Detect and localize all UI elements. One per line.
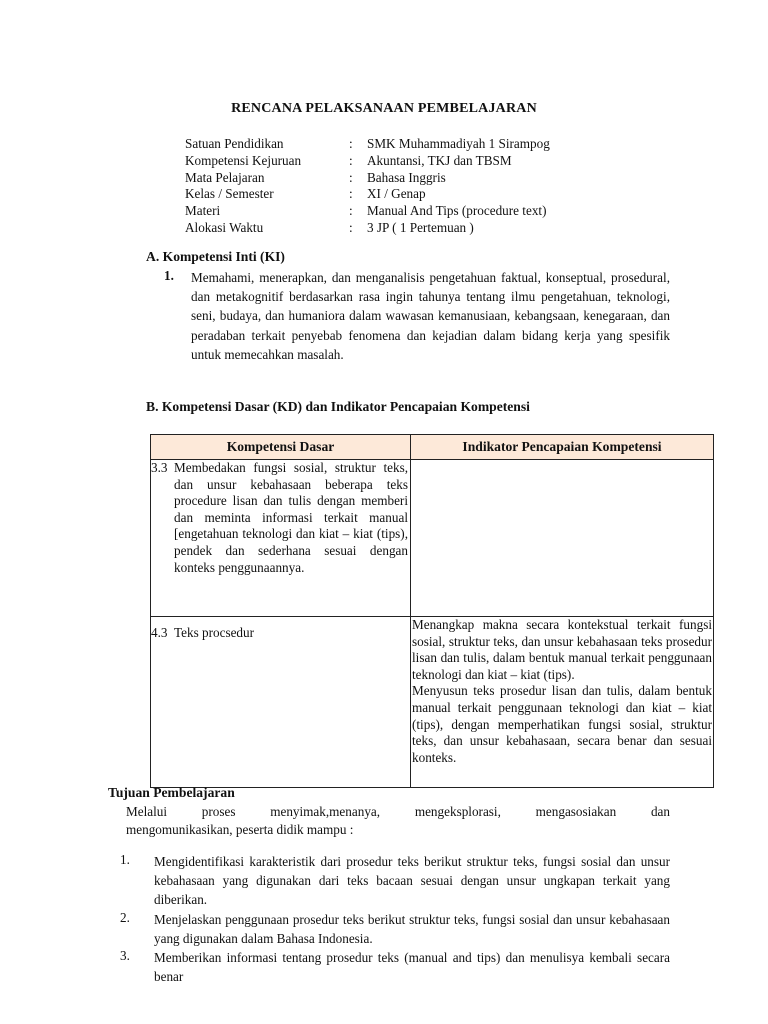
info-colon: : <box>349 136 353 151</box>
info-value: Akuntansi, TKJ dan TBSM <box>367 152 512 168</box>
list-item-number: 2. <box>120 909 130 925</box>
info-value: XI / Genap <box>367 186 426 202</box>
info-row <box>185 153 687 170</box>
table-row <box>151 617 714 788</box>
indicator-cell <box>411 460 714 617</box>
info-label: Materi <box>185 203 221 219</box>
list-item-number: 3. <box>120 948 130 964</box>
info-value: SMK Muhammadiyah 1 Sirampog <box>367 136 550 151</box>
info-value: Manual And Tips (procedure text) <box>367 203 547 219</box>
tujuan-list <box>120 852 670 986</box>
info-value: 3 JP ( 1 Pertemuan ) <box>367 219 474 235</box>
info-label: Kompetensi Kejuruan <box>185 152 302 168</box>
indicator-text: Menangkap makna secara kontekstual terkait fungsi sosial, struktur teks, dan unsur kebahasaan teks prosedur lisan dan tulis, dalam bentuk manual terkait penggunaan teknologi dan kiat – kiat (tips). <box>412 617 712 682</box>
info-value: Bahasa Inggris <box>367 169 446 185</box>
info-colon: : <box>349 186 353 202</box>
kd-table-header-row <box>151 435 714 460</box>
ki-item-number: 1. <box>164 268 174 283</box>
kd-description: Teks procsedur <box>174 625 255 640</box>
kd-column-header: Kompetensi Dasar <box>151 435 411 460</box>
info-label: Mata Pelajaran <box>185 169 265 185</box>
info-label: Alokasi Waktu <box>185 219 264 235</box>
indicator-column-header: Indikator Pencapaian Kompetensi <box>411 435 714 460</box>
info-row <box>185 203 687 220</box>
ki-item-text: Memahami, menerapkan, dan menganalisis pengetahuan faktual, konseptual, prosedural, dan metakognitif berdasarkan rasa ingin tahunya tentang ilmu pengetahuan, teknologi, seni, budaya, dan humaniora dalam wawasan kemanusiaan, kebangsaan, kenegaraan, dan peradaban terkait penyebab fenomena dan kejadian dalam bidang kerja yang spesifik untuk memecahkan masalah. <box>191 270 670 362</box>
info-row <box>185 220 687 237</box>
kd-description: Membedakan fungsi sosial, struktur teks, dan unsur kebahasaan beberapa teks procedure lisan dan tulis dengan memberi dan meminta informasi terkait manual [engetahuan teknologi dan kiat – kiat (tips), pendek dan sederhana sesuai dengan konteks penggunaannya. <box>174 460 408 575</box>
indicator-text: Menyusun teks prosedur lisan dan tulis, dalam bentuk manual terkait penggunaan teknologi dan kiat – kiat (tips), dengan memperhatikan fungsi sosial, struktur teks, dan unsur kebahasaan, secara benar dan sesuai konteks. <box>412 683 712 765</box>
list-item-text: Mengidentifikasi karakteristik dari prosedur teks berikut struktur teks, fungsi sosial dan unsur kebahasaan yang digunakan dari teks bacaan sesuai dengan unsur ungkapan terkait yang diberikan. <box>154 854 670 908</box>
list-item-text: Memberikan informasi tentang prosedur teks (manual and tips) dan menulisya kembali secara benar <box>154 950 670 985</box>
tujuan-intro-line: mengomunikasikan, peserta didik mampu : <box>126 821 354 837</box>
list-item <box>120 852 670 910</box>
info-colon: : <box>349 169 353 185</box>
info-row <box>185 170 687 187</box>
table-row <box>151 460 714 617</box>
info-row <box>185 136 687 153</box>
tujuan-intro <box>126 803 670 838</box>
list-item-text: Menjelaskan penggunaan prosedur teks berikut struktur teks, fungsi sosial dan unsur kebahasaan yang digunakan dalam Bahasa Indonesia. <box>154 911 670 946</box>
kd-table <box>150 434 714 788</box>
list-item <box>120 948 670 986</box>
info-colon: : <box>349 203 353 219</box>
ki-item <box>160 268 670 364</box>
info-block <box>185 136 687 237</box>
info-colon: : <box>349 219 353 235</box>
info-colon: : <box>349 152 353 168</box>
indicator-cell <box>411 617 714 788</box>
tujuan-heading: Tujuan Pembelajaran <box>108 785 235 800</box>
info-label: Kelas / Semester <box>185 186 274 202</box>
info-label: Satuan Pendidikan <box>185 136 284 151</box>
kd-cell <box>151 460 411 617</box>
kd-heading: B. Kompetensi Dasar (KD) dan Indikator Pencapaian Kompetensi <box>146 399 530 414</box>
kd-cell <box>151 617 411 788</box>
info-row <box>185 186 687 203</box>
kd-number: 3.3 <box>151 460 168 475</box>
ki-heading: A. Kompetensi Inti (KI) <box>146 249 285 264</box>
list-item-number: 1. <box>120 852 130 867</box>
list-item <box>120 910 670 948</box>
tujuan-intro-line: Melalui proses menyimak,menanya, mengeksplorasi, mengasosiakan dan <box>126 804 670 819</box>
document-title: RENCANA PELAKSANAAN PEMBELAJARAN <box>231 101 537 116</box>
kd-number: 4.3 <box>151 625 168 640</box>
ki-list <box>160 268 670 364</box>
